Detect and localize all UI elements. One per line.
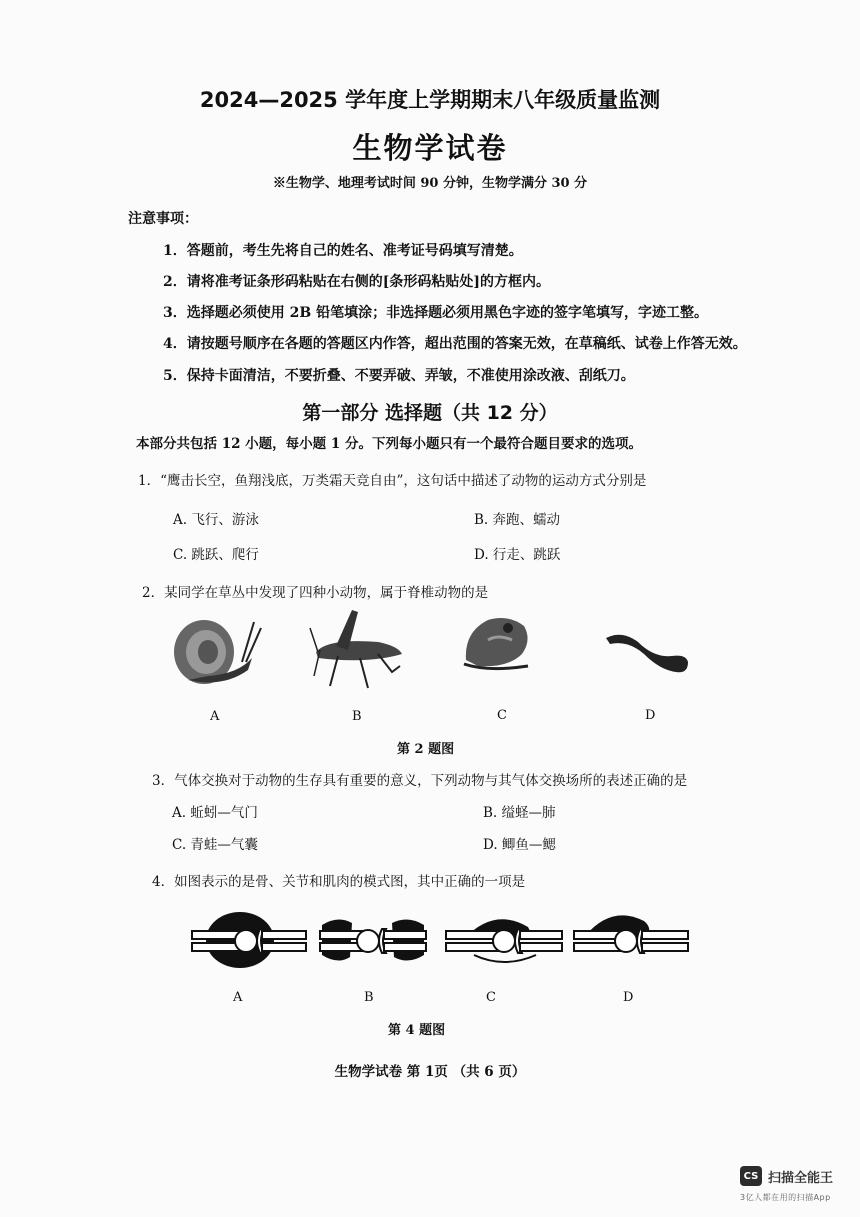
joint-model-d xyxy=(572,905,692,975)
question-1-option-b: B. 奔跑、蠕动 xyxy=(474,512,561,528)
notice-heading: 注意事项： xyxy=(128,211,198,227)
figure-2-caption: 第 2 题图 xyxy=(397,742,455,757)
exam-subtitle: ※生物学、地理考试时间 90 分钟，生物学满分 30 分 xyxy=(272,176,588,191)
figure-2-label-c: C xyxy=(497,708,507,723)
earthworm-image xyxy=(602,628,694,678)
figure-4-caption: 第 4 题图 xyxy=(388,1023,446,1038)
scanner-logo-icon: CS xyxy=(740,1166,762,1186)
question-1-option-c: C. 跳跃、爬行 xyxy=(173,547,259,563)
scanner-name: 扫描全能王 xyxy=(768,1170,834,1186)
section-title: 第一部分 选择题（共 12 分） xyxy=(302,402,558,424)
question-3-option-c: C. 青蛙—气囊 xyxy=(172,837,258,853)
notice-item: 5．保持卡面清洁，不要折叠、不要弄破、弄皱，不准使用涂改液、刮纸刀。 xyxy=(163,368,635,384)
figure-4-label-c: C xyxy=(486,990,496,1005)
scanner-watermark xyxy=(740,1166,833,1186)
frog-image xyxy=(458,610,533,674)
figure-4-label-a: A xyxy=(233,990,243,1005)
grasshopper-image xyxy=(308,606,408,692)
notice-item: 1．答题前，考生先将自己的姓名、准考证号码填写清楚。 xyxy=(163,243,523,259)
question-1-option-a: A. 飞行、游泳 xyxy=(173,512,259,528)
figure-4-label-b: B xyxy=(364,990,374,1005)
figure-2-label-d: D xyxy=(645,708,656,723)
figure-2-label-b: B xyxy=(352,709,362,724)
question-2-stem: 2．某同学在草丛中发现了四种小动物，属于脊椎动物的是 xyxy=(142,585,489,601)
notice-item: 3．选择题必须使用 2B 铅笔填涂；非选择题必须用黑色字迹的签字笔填写，字迹工整。 xyxy=(163,305,709,321)
figure-4-label-d: D xyxy=(623,990,634,1005)
snail-image xyxy=(168,610,263,690)
joint-model-b xyxy=(318,905,428,975)
question-3-option-b: B. 缢蛏—肺 xyxy=(483,805,556,821)
question-1-stem: 1．“鹰击长空，鱼翔浅底，万类霜天竞自由”，这句话中描述了动物的运动方式分别是 xyxy=(138,473,647,489)
joint-model-c xyxy=(444,905,564,975)
page-footer: 生物学试卷 第 1页 （共 6 页） xyxy=(334,1064,526,1080)
question-3-stem: 3．气体交换对于动物的生存具有重要的意义，下列动物与其气体交换场所的表述正确的是 xyxy=(152,773,688,789)
question-4-stem: 4．如图表示的是骨、关节和肌肉的模式图，其中正确的一项是 xyxy=(152,874,526,890)
joint-model-a xyxy=(190,905,310,975)
exam-title: 2024—2025 学年度上学期期末八年级质量监测 xyxy=(199,88,661,112)
section-description: 本部分共包括 12 小题，每小题 1 分。下列每小题只有一个最符合题目要求的选项。 xyxy=(136,436,642,452)
figure-2-label-a: A xyxy=(210,709,220,724)
question-3-option-a: A. 蚯蚓—气门 xyxy=(172,805,258,821)
subject-title: 生物学试卷 xyxy=(352,131,508,165)
scanner-tagline: 3亿人都在用的扫描App xyxy=(740,1193,831,1202)
notice-item: 2．请将准考证条形码粘贴在右侧的[条形码粘贴处]的方框内。 xyxy=(163,274,550,290)
question-3-option-d: D. 鲫鱼—鳃 xyxy=(483,837,556,853)
notice-item: 4．请按题号顺序在各题的答题区内作答，超出范围的答案无效，在草稿纸、试卷上作答无效。 xyxy=(163,336,747,352)
question-1-option-d: D. 行走、跳跃 xyxy=(474,547,561,563)
